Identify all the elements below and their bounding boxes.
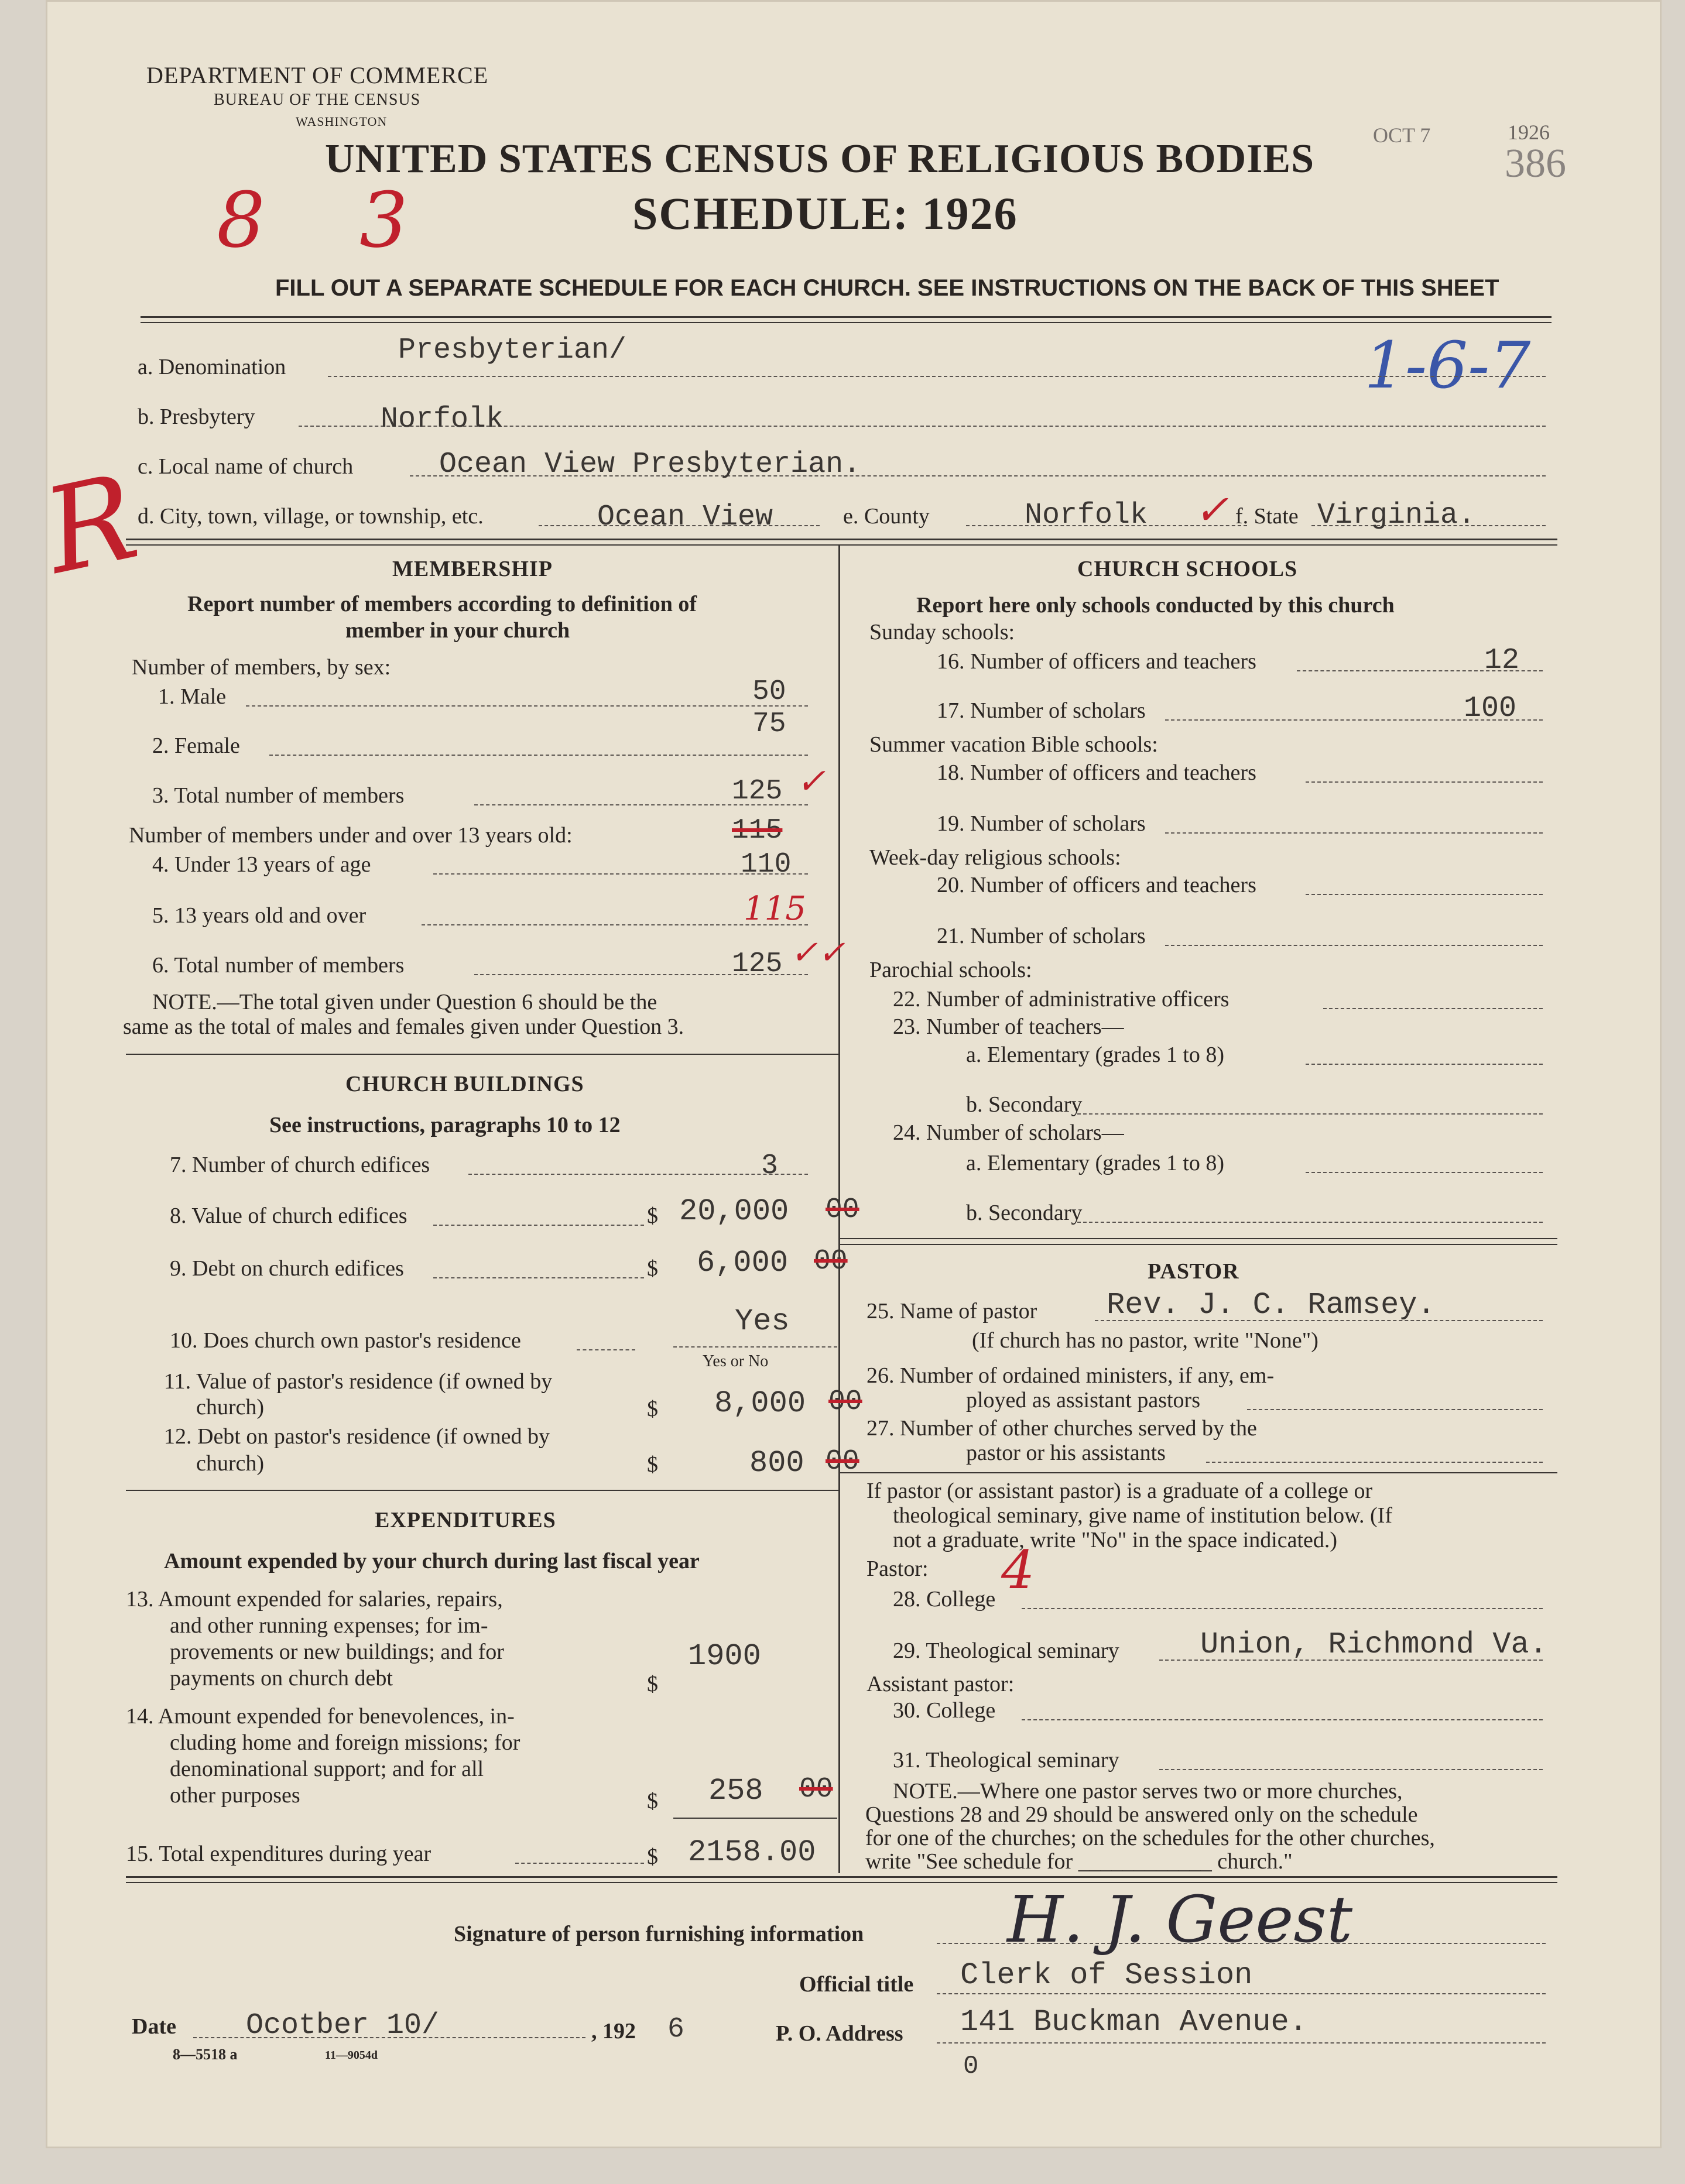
q9-cents: 00	[814, 1246, 848, 1277]
check-mark-icon: ✓	[796, 761, 826, 802]
dollar-sign: $	[647, 1452, 658, 1477]
q12-label-b: church)	[196, 1451, 265, 1476]
presbytery-label: b. Presbytery	[138, 404, 255, 429]
q25-note: (If church has no pastor, write "None")	[972, 1328, 1318, 1353]
dollar-sign: $	[647, 1204, 658, 1228]
q9-label: 9. Debt on church edifices	[170, 1256, 404, 1281]
rule	[1022, 1608, 1543, 1609]
rule	[577, 1349, 635, 1350]
q3-label: 3. Total number of members	[152, 783, 405, 808]
signature: H. J. Geest	[1007, 1882, 1353, 1957]
rule	[937, 1993, 1546, 1994]
rule	[838, 1238, 1557, 1239]
city-town-label: d. City, town, village, or township, etc.	[138, 504, 484, 529]
q18-label: 18. Number of officers and teachers	[937, 760, 1256, 785]
q24b-label: b. Secondary	[966, 1201, 1083, 1225]
rule	[328, 376, 1546, 377]
rule	[673, 1818, 837, 1819]
q11-value: 8,000	[714, 1386, 806, 1421]
rule	[673, 1346, 837, 1348]
q19-label: 19. Number of scholars	[937, 811, 1146, 836]
bureau-label: BUREAU OF THE CENSUS	[214, 91, 421, 109]
q21-label: 21. Number of scholars	[937, 924, 1146, 948]
year-digit: 6	[667, 2014, 684, 2045]
dollar-sign: $	[647, 1789, 658, 1813]
graduate-note-1: If pastor (or assistant pastor) is a graduate of a college or	[867, 1479, 1373, 1503]
signature-label: Signature of person furnishing information	[454, 1922, 864, 1946]
rule	[468, 1174, 808, 1175]
graduate-note-2: theological seminary, give name of institution below. (If	[893, 1503, 1393, 1528]
rule	[126, 539, 1557, 540]
summer-label: Summer vacation Bible schools:	[869, 732, 1158, 757]
address-extra: 0	[963, 2052, 979, 2081]
rule	[838, 1472, 1557, 1473]
age-label: Number of members under and over 13 years old:	[129, 823, 573, 848]
state-label: f. State	[1235, 504, 1299, 529]
membership-note-1: NOTE.—The total given under Question 6 should be the	[152, 990, 657, 1014]
rule	[838, 1244, 1557, 1245]
membership-intro-1: Report number of members according to definition of	[187, 592, 697, 616]
rule	[1077, 1113, 1543, 1115]
county-value: Norfolk	[1025, 499, 1148, 532]
check-mark-icon: ✓✓	[790, 934, 845, 972]
q24-label: 24. Number of scholars—	[893, 1120, 1124, 1145]
local-name-value: Ocean View Presbyterian.	[439, 448, 861, 481]
official-title-value: Clerk of Session	[960, 1958, 1253, 1993]
q15-value: 2158.00	[688, 1835, 816, 1870]
date-value: Ocotber 10/	[246, 2009, 440, 2042]
q27-label-a: 27. Number of other churches served by the	[867, 1416, 1257, 1441]
q13-label-a: 13. Amount expended for salaries, repairs,	[126, 1587, 503, 1612]
q28-value: 4	[1001, 1540, 1035, 1601]
address-label: P. O. Address	[776, 2021, 903, 2046]
city-label: WASHINGTON	[296, 114, 388, 129]
city-town-value: Ocean View	[597, 500, 773, 534]
q26-label-b: ployed as assistant pastors	[966, 1388, 1201, 1412]
q6-label: 6. Total number of members	[152, 953, 405, 978]
q10-value: Yes	[735, 1304, 790, 1339]
q12-label-a: 12. Debt on pastor's residence (if owned by	[164, 1424, 550, 1449]
date-label: Date	[132, 2014, 176, 2039]
rule	[1165, 832, 1543, 834]
q13-value: 1900	[688, 1639, 761, 1674]
denomination-value: Presbyterian/	[398, 334, 627, 367]
stamp-year: 1926	[1508, 121, 1550, 144]
q2-value: 75	[752, 708, 786, 740]
q1-value: 50	[752, 676, 786, 708]
dollar-sign: $	[647, 1844, 658, 1869]
check-mark-icon: ✓	[1194, 486, 1229, 534]
q23-label: 23. Number of teachers—	[893, 1014, 1124, 1039]
q14-value: 258	[708, 1774, 763, 1808]
q4-value: 110	[741, 849, 792, 880]
address-value: 141 Buckman Avenue.	[960, 2005, 1307, 2039]
q31-label: 31. Theological seminary	[893, 1748, 1119, 1772]
expenditures-title: EXPENDITURES	[375, 1508, 556, 1532]
rule	[1206, 1462, 1543, 1463]
q16-label: 16. Number of officers and teachers	[937, 649, 1256, 674]
rule	[141, 316, 1552, 318]
year-prefix: , 192	[591, 2019, 636, 2044]
q20-label: 20. Number of officers and teachers	[937, 873, 1256, 897]
fill-instruction: FILL OUT A SEPARATE SCHEDULE FOR EACH CHURCH. SEE INSTRUCTIONS ON THE BACK OF THIS SHEET	[275, 275, 1499, 301]
q25-value: Rev. J. C. Ramsey.	[1107, 1288, 1436, 1322]
presbytery-value: Norfolk	[381, 403, 504, 436]
handwritten-code: 1-6-7	[1364, 328, 1531, 403]
pastor-note-3: for one of the churches; on the schedules for the other churches,	[865, 1826, 1435, 1850]
denomination-label: a. Denomination	[138, 355, 286, 379]
q5-label: 5. 13 years old and over	[152, 903, 367, 928]
q16-value: 12	[1484, 644, 1520, 677]
rule	[269, 755, 808, 756]
q14-label-d: other purposes	[170, 1783, 300, 1808]
rule	[515, 1863, 644, 1864]
rule	[126, 1054, 838, 1055]
parochial-label: Parochial schools:	[869, 958, 1032, 982]
pastor-note-4: write "See schedule for ____________ church."	[865, 1849, 1293, 1874]
rule	[1159, 1769, 1543, 1770]
rule	[141, 322, 1552, 323]
q15-label: 15. Total expenditures during year	[126, 1842, 431, 1866]
q8-cents: 00	[826, 1194, 859, 1226]
stamp-date: OCT 7	[1373, 124, 1431, 147]
pastor-title: PASTOR	[1148, 1259, 1239, 1284]
q8-label: 8. Value of church edifices	[170, 1204, 407, 1228]
pastor-note-1: NOTE.—Where one pastor serves two or more churches,	[893, 1779, 1403, 1804]
stamp-number: 386	[1505, 141, 1566, 186]
assistant-subhead: Assistant pastor:	[867, 1672, 1015, 1696]
schools-subtitle: Report here only schools conducted by this church	[916, 593, 1395, 618]
q29-label: 29. Theological seminary	[893, 1638, 1119, 1663]
local-name-label: c. Local name of church	[138, 454, 354, 479]
q28-label: 28. College	[893, 1587, 996, 1612]
q11-label-a: 11. Value of pastor's residence (if owned by	[164, 1369, 553, 1394]
print-number: 11—9054d	[325, 2049, 378, 2062]
q9-value: 6,000	[697, 1246, 789, 1280]
membership-title: MEMBERSHIP	[392, 557, 553, 581]
county-label: e. County	[843, 504, 930, 529]
expenditures-subtitle: Amount expended by your church during last fiscal year	[164, 1549, 700, 1573]
q13-label-c: provements or new buildings; and for	[170, 1640, 504, 1664]
dept-label: DEPARTMENT OF COMMERCE	[146, 62, 489, 88]
q29-value: Union, Richmond Va.	[1200, 1627, 1547, 1662]
q10-label: 10. Does church own pastor's residence	[170, 1328, 521, 1353]
form-subtitle: SCHEDULE: 1926	[632, 188, 1018, 239]
yes-no-hint: Yes or No	[703, 1352, 769, 1370]
rule	[1306, 1064, 1543, 1065]
membership-intro-2: member in your church	[345, 618, 570, 643]
graduate-note-3: not a graduate, write "No" in the space indicated.)	[893, 1528, 1338, 1552]
rule	[126, 544, 1557, 546]
q27-label-b: pastor or his assistants	[966, 1441, 1166, 1465]
state-value: Virginia.	[1317, 499, 1476, 532]
rule	[433, 1277, 644, 1278]
rule	[1165, 945, 1543, 946]
rule	[126, 1490, 838, 1491]
q12-cents: 00	[826, 1446, 859, 1477]
rule	[1306, 894, 1543, 895]
q22-label: 22. Number of administrative officers	[893, 987, 1229, 1012]
dollar-sign: $	[647, 1397, 658, 1421]
q25-label: 25. Name of pastor	[867, 1299, 1037, 1324]
q5-value: 115	[744, 890, 806, 928]
q14-label-a: 14. Amount expended for benevolences, in-	[126, 1704, 515, 1729]
rule	[126, 1876, 1557, 1878]
q1-label: 1. Male	[158, 684, 227, 709]
rule	[246, 705, 808, 707]
rule	[433, 1225, 644, 1226]
form-number: 8—5518 a	[173, 2046, 238, 2063]
rule	[937, 2042, 1546, 2044]
q11-cents: 00	[828, 1386, 862, 1418]
form-title: UNITED STATES CENSUS OF RELIGIOUS BODIES	[325, 136, 1315, 181]
q17-value: 100	[1464, 692, 1517, 725]
q30-label: 30. College	[893, 1698, 996, 1723]
q2-label: 2. Female	[152, 733, 240, 758]
q14-label-c: denominational support; and for all	[170, 1757, 484, 1781]
q13-label-b: and other running expenses; for im-	[170, 1613, 488, 1638]
age-value: 115	[732, 815, 783, 846]
q23b-label: b. Secondary	[966, 1092, 1083, 1117]
buildings-subtitle: See instructions, paragraphs 10 to 12	[269, 1113, 621, 1137]
pastor-subhead: Pastor:	[867, 1556, 929, 1581]
pastor-note-2: Questions 28 and 29 should be answered only on the schedule	[865, 1802, 1418, 1827]
q6-value: 125	[732, 948, 783, 980]
rule	[1306, 781, 1543, 783]
dollar-sign: $	[647, 1672, 658, 1696]
rule	[1022, 1719, 1543, 1720]
q26-label-a: 26. Number of ordained ministers, if any, em-	[867, 1363, 1275, 1388]
q7-label: 7. Number of church edifices	[170, 1153, 430, 1177]
membership-note-2: same as the total of males and females given under Question 3.	[123, 1014, 684, 1039]
handwritten-83: 8 3	[217, 176, 443, 265]
q12-value: 800	[749, 1446, 804, 1480]
q11-label-b: church)	[196, 1395, 265, 1420]
q3-value: 125	[732, 776, 783, 807]
handwritten-R: R	[33, 448, 149, 601]
rule	[1323, 1008, 1543, 1009]
by-sex-label: Number of members, by sex:	[132, 655, 391, 680]
q23a-label: a. Elementary (grades 1 to 8)	[966, 1043, 1225, 1067]
dollar-sign: $	[647, 1256, 658, 1281]
q13-label-d: payments on church debt	[170, 1666, 393, 1691]
q14-label-b: cluding home and foreign missions; for	[170, 1730, 520, 1755]
rule	[1306, 1172, 1543, 1173]
q4-label: 4. Under 13 years of age	[152, 852, 371, 877]
buildings-title: CHURCH BUILDINGS	[345, 1072, 584, 1096]
q7-value: 3	[761, 1150, 778, 1182]
schools-title: CHURCH SCHOOLS	[1077, 557, 1298, 581]
rule	[1247, 1409, 1543, 1410]
rule	[1077, 1222, 1543, 1223]
weekday-label: Week-day religious schools:	[869, 845, 1121, 870]
sunday-label: Sunday schools:	[869, 620, 1015, 644]
q24a-label: a. Elementary (grades 1 to 8)	[966, 1151, 1225, 1175]
q14-cents: 00	[799, 1774, 833, 1805]
q17-label: 17. Number of scholars	[937, 698, 1146, 723]
official-title-label: Official title	[799, 1972, 914, 1997]
q8-value: 20,000	[679, 1194, 789, 1229]
